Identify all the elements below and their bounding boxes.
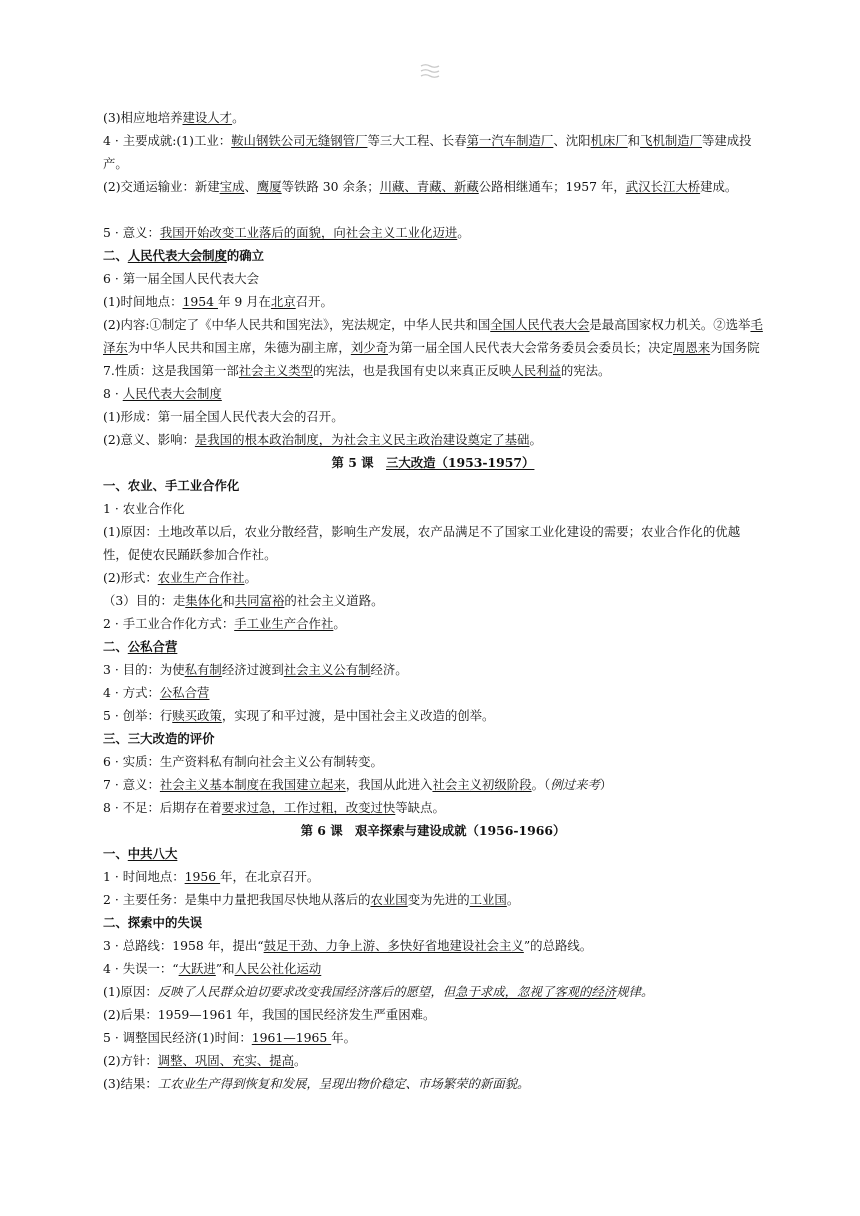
text-segment: (1)时间地点： xyxy=(103,294,183,309)
text-segment: 为第一届全国人民代表大会常务委员会委员长；决定 xyxy=(387,340,673,355)
text-line xyxy=(103,704,763,727)
text-segment: 、 xyxy=(244,179,257,194)
text-segment: 二、 xyxy=(103,639,128,654)
text-segment: 等建成投产。 xyxy=(103,133,752,171)
underlined-keyword: 赎买政策 xyxy=(172,708,222,723)
text-segment: (3)相应地培养 xyxy=(103,110,183,125)
underlined-keyword: 公私合营 xyxy=(127,639,178,654)
text-segment: 的宪法。 xyxy=(560,363,611,378)
text-line xyxy=(103,589,763,612)
underlined-keyword: 工业国 xyxy=(469,892,507,907)
text-line xyxy=(103,290,763,313)
underlined-keyword: 武汉长江大桥 xyxy=(625,179,701,194)
section-heading xyxy=(103,842,763,865)
text-segment: 。（ xyxy=(531,777,551,792)
text-segment: 例过来考 xyxy=(550,777,600,792)
text-line xyxy=(103,221,763,244)
underlined-keyword: 社会主义初级阶段 xyxy=(432,777,532,792)
text-segment: ，我国从此进入 xyxy=(345,777,433,792)
text-line xyxy=(103,934,763,957)
underlined-keyword: 人民代表大会制度 xyxy=(127,248,227,263)
text-segment: (2)后果：1959—1961 年，我国的国民经济发生严重困难。 xyxy=(103,1007,436,1022)
underlined-keyword: 私有制 xyxy=(184,662,222,677)
text-segment: 经济过渡到 xyxy=(221,662,284,677)
underlined-keyword: 人民公社化运动 xyxy=(234,961,322,976)
underlined-keyword: 机床厂 xyxy=(590,133,628,148)
text-segment: 4 · 方式： xyxy=(103,685,160,700)
text-segment: (1)原因：土地改革以后，农业分散经营，影响生产发展，农产品满足不了国家工业化建设的需要；农业合作化的优越性，促使农民踊跃参加合作社。 xyxy=(103,524,741,562)
text-segment: 2 · 主要任务：是集中力量把我国尽快地从落后的 xyxy=(103,892,371,907)
underlined-keyword: 农业生产合作社 xyxy=(157,570,245,585)
underlined-keyword: 公私合营 xyxy=(159,685,210,700)
text-segment: 5 · 意义： xyxy=(103,225,160,240)
text-segment: (2)交通运输业：新建 xyxy=(103,179,220,194)
text-segment: 。 xyxy=(506,892,520,907)
text-segment: 。 xyxy=(232,110,245,125)
text-segment: 为国务院 xyxy=(710,340,760,355)
text-line xyxy=(103,796,763,819)
text-line xyxy=(103,267,763,290)
text-segment: 5 · 调整国民经济(1)时间： xyxy=(103,1030,252,1045)
text-segment: (1)原因： xyxy=(103,984,158,999)
text-segment: 5 · 创举：行 xyxy=(103,708,173,723)
text-segment: 变为先进的 xyxy=(407,892,470,907)
underlined-keyword: 鼓足干劲、力争上游、多快好省地建设社会主义 xyxy=(263,938,524,953)
text-segment: 等缺点。 xyxy=(395,800,445,815)
lesson-heading xyxy=(103,819,763,842)
text-segment: 召开。 xyxy=(295,294,333,309)
text-segment: 。 xyxy=(457,225,470,240)
underlined-keyword: 鹰厦 xyxy=(256,179,282,194)
underlined-keyword: 急于求成，忽视了客观的经济 xyxy=(455,984,617,999)
section-heading xyxy=(103,244,763,267)
text-segment: 、沈阳 xyxy=(553,133,591,148)
underlined-keyword: 1954 xyxy=(182,294,218,309)
text-segment: 为中华人民共和国主席，朱德为副主席， xyxy=(127,340,351,355)
text-segment: (1)形成：第一届全国人民代表大会的召开。 xyxy=(103,409,344,424)
text-line xyxy=(103,658,763,681)
text-line xyxy=(103,1003,763,1026)
text-line xyxy=(103,382,763,405)
text-line xyxy=(103,313,763,359)
text-segment: ”和 xyxy=(215,961,235,976)
text-segment: 一、 xyxy=(103,846,128,861)
underlined-keyword: 刘少奇 xyxy=(350,340,388,355)
text-segment: 8 · 不足：后期存在着 xyxy=(103,800,222,815)
text-segment: 一、农业、手工业合作化 xyxy=(103,478,240,493)
text-line xyxy=(103,359,763,382)
text-segment: 规律。 xyxy=(616,984,654,999)
text-segment: （3）目的：走 xyxy=(103,593,186,608)
underlined-keyword: 要求过急，工作过粗，改变过快 xyxy=(221,800,396,815)
text-line xyxy=(103,612,763,635)
text-segment: 7 · 意义： xyxy=(103,777,160,792)
text-segment: 工农业生产得到恢复和发展，呈现出物价稳定、市场繁荣的新面貌。 xyxy=(157,1076,530,1091)
text-segment: 等铁路 30 余条； xyxy=(281,179,380,194)
text-segment: (2)方针： xyxy=(103,1053,158,1068)
text-line xyxy=(103,428,763,451)
text-segment: 年，在北京召开。 xyxy=(220,869,320,884)
underlined-keyword: 全国人民代表大会 xyxy=(490,317,590,332)
text-line xyxy=(103,1026,763,1049)
underlined-keyword: 共同富裕 xyxy=(234,593,285,608)
text-segment: 和 xyxy=(222,593,235,608)
text-segment: 经济。 xyxy=(370,662,408,677)
text-segment: 是最高国家权力机关。②选举 xyxy=(589,317,751,332)
underlined-keyword: 鞍山钢铁公司无缝钢管厂 xyxy=(231,133,368,148)
text-segment: 第 5 课 xyxy=(331,455,386,470)
text-segment: 4 · 失误一：“ xyxy=(103,961,179,976)
underlined-keyword: 建设人才 xyxy=(182,110,233,125)
underlined-keyword: 农业国 xyxy=(370,892,408,907)
text-segment: 的社会主义道路。 xyxy=(284,593,384,608)
document-body xyxy=(103,106,763,1095)
text-segment: 二、探索中的失误 xyxy=(103,915,203,930)
header-wave-mark xyxy=(419,63,441,79)
text-segment: 6 · 第一届全国人民代表大会 xyxy=(103,271,259,286)
text-segment: 和 xyxy=(627,133,641,148)
text-line xyxy=(103,1072,763,1095)
underlined-keyword: 飞机制造厂 xyxy=(640,133,703,148)
section-heading xyxy=(103,911,763,934)
underlined-keyword: 手工业生产合作社 xyxy=(234,616,334,631)
text-segment: 等三大工程、长春 xyxy=(367,133,467,148)
underlined-keyword: 1961—1965 xyxy=(251,1030,332,1045)
text-segment: 的宪法，也是我国有史以来真正反映 xyxy=(313,363,512,378)
text-line xyxy=(103,566,763,589)
text-line xyxy=(103,129,763,175)
text-segment: 3 · 目的：为使 xyxy=(103,662,185,677)
text-segment: 3 · 总路线：1958 年，提出“ xyxy=(103,938,264,953)
text-line xyxy=(103,497,763,520)
underlined-keyword: 社会主义类型 xyxy=(238,363,314,378)
underlined-keyword: 北京 xyxy=(270,294,296,309)
underlined-keyword: 社会主义公有制 xyxy=(283,662,371,677)
text-line xyxy=(103,888,763,911)
text-segment: 建成。 xyxy=(700,179,738,194)
underlined-keyword: 是我国的根本政治制度，为社会主义民主政治建设奠定了基础 xyxy=(194,432,530,447)
underlined-keyword: 大跃进 xyxy=(178,961,216,976)
text-line xyxy=(103,175,763,221)
text-line xyxy=(103,980,763,1003)
text-segment: 的确立 xyxy=(226,248,265,263)
underlined-keyword: 中共八大 xyxy=(127,846,178,861)
text-segment: 4 · 主要成就:(1)工业： xyxy=(103,133,232,148)
text-segment: (2)形式： xyxy=(103,570,158,585)
underlined-keyword: 宝成 xyxy=(219,179,245,194)
section-heading xyxy=(103,474,763,497)
underlined-keyword: 三大改造（1953-1957） xyxy=(385,455,535,470)
underlined-keyword: 人民利益 xyxy=(511,363,561,378)
text-line xyxy=(103,681,763,704)
section-heading xyxy=(103,727,763,750)
text-line xyxy=(103,520,763,566)
text-segment: 。 xyxy=(244,570,257,585)
underlined-keyword: 调整、巩固、充实、提高 xyxy=(157,1053,295,1068)
text-line xyxy=(103,405,763,428)
text-segment: ”的总路线。 xyxy=(523,938,593,953)
text-segment: 。 xyxy=(333,616,346,631)
underlined-keyword: 毛泽东 xyxy=(103,317,763,355)
lesson-heading xyxy=(103,451,763,474)
text-segment: 8 · xyxy=(103,386,123,401)
text-segment: 二、 xyxy=(103,248,128,263)
text-line xyxy=(103,750,763,773)
text-segment: 公路相继通车；1957 年， xyxy=(478,179,626,194)
text-segment: 第 6 课 艰辛探索与建设成就（1956-1966） xyxy=(300,823,566,838)
text-line xyxy=(103,106,763,129)
text-segment: 三、三大改造的评价 xyxy=(103,731,215,746)
underlined-keyword: 集体化 xyxy=(185,593,223,608)
text-segment: 反映了人民群众迫切要求改变我国经济落后的愿望，但 xyxy=(157,984,456,999)
underlined-keyword: 社会主义基本制度在我国建立起来 xyxy=(159,777,346,792)
text-segment: 6 · 实质：生产资料私有制向社会主义公有制转变。 xyxy=(103,754,383,769)
text-segment: ，实现了和平过渡，是中国社会主义改造的创举。 xyxy=(221,708,495,723)
text-segment: 1 · 时间地点： xyxy=(103,869,185,884)
text-segment: (3)结果： xyxy=(103,1076,158,1091)
text-line xyxy=(103,865,763,888)
underlined-keyword: 人民代表大会制度 xyxy=(122,386,222,401)
text-segment: 1 · 农业合作化 xyxy=(103,501,185,516)
text-segment: 2 · 手工业合作化方式： xyxy=(103,616,235,631)
underlined-keyword: 我国开始改变工业落后的面貌，向社会主义工业化迈进 xyxy=(159,225,458,240)
text-segment: ） xyxy=(599,777,613,792)
text-line xyxy=(103,957,763,980)
underlined-keyword: 周恩来 xyxy=(672,340,711,355)
underlined-keyword: 川藏、青藏、新藏 xyxy=(379,179,479,194)
text-segment: 。 xyxy=(529,432,542,447)
text-segment: (2)意义、影响： xyxy=(103,432,195,447)
text-segment: (2)内容:①制定了《中华人民共和国宪法》，宪法规定，中华人民共和国 xyxy=(103,317,491,332)
text-segment: 年 9 月在 xyxy=(218,294,271,309)
text-segment: 年。 xyxy=(331,1030,356,1045)
section-heading xyxy=(103,635,763,658)
underlined-keyword: 第一汽车制造厂 xyxy=(466,133,554,148)
underlined-keyword: 1956 xyxy=(184,869,221,884)
text-segment: 。 xyxy=(294,1053,307,1068)
text-segment: 7.性质：这是我国第一部 xyxy=(103,363,239,378)
text-line xyxy=(103,1049,763,1072)
text-line xyxy=(103,773,763,796)
